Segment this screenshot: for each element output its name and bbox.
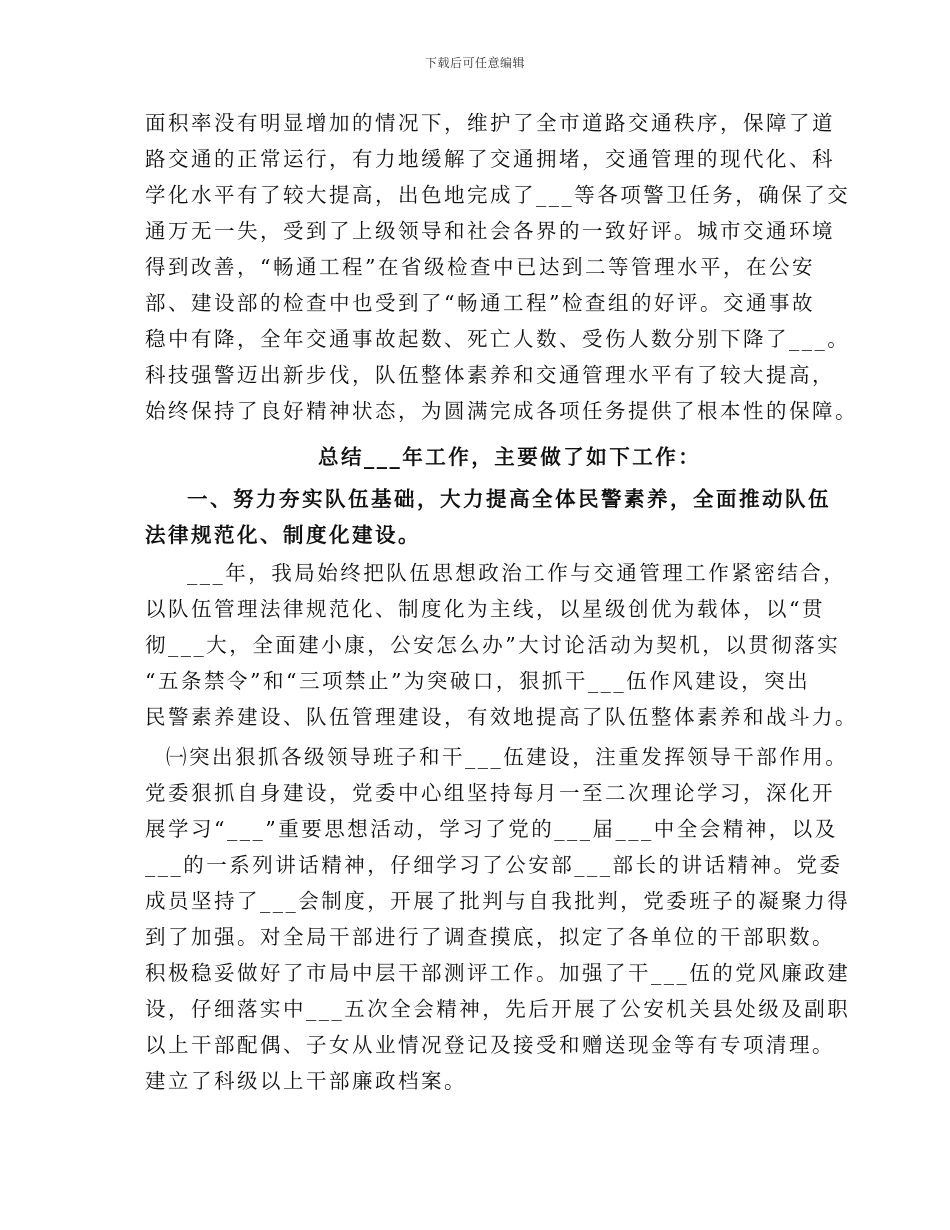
subsection-1-paragraph: ㈠突出狠抓各级领导班子和干___伍建设，注重发挥领导干部作用。 [166, 745, 849, 769]
section-summary-heading: 总结___年工作，主要做了如下工作： [318, 445, 702, 469]
text-line: 以上干部配偶、子女从业情况登记及接受和赠送现金等有专项清理。 [145, 1033, 835, 1057]
text-line: 面积率没有明显增加的情况下，维护了全市道路交通秩序，保障了道 [145, 111, 835, 135]
text-line: 学化水平有了较大提高，出色地完成了___等各项警卫任务，确保了交 [145, 183, 851, 207]
text-line: 通万无一失，受到了上级领导和社会各界的一致好评。城市交通环境 [145, 219, 835, 243]
page-header: 下载后可任意编辑 [424, 56, 525, 70]
text-line: 始终保持了良好精神状态，为圆满完成各项任务提供了根本性的保障。 [145, 399, 858, 423]
section-1-heading: 一、努力夯实队伍基础，大力提高全体民警素养，全面推动队伍 [187, 487, 831, 511]
text-line: 部、建设部的检查中也受到了“畅通工程”检查组的好评。交通事故 [145, 291, 815, 315]
text-line: ___年，我局始终把队伍思想政治工作与交通管理工作紧密结合， [187, 561, 847, 585]
text-line: 得到改善，“畅通工程”在省级检查中已达到二等管理水平，在公安 [145, 255, 815, 279]
text-line: 稳中有降，全年交通事故起数、死亡人数、受伤人数分别下降了___。 [145, 327, 851, 351]
text-line: 到了加强。对全局干部进行了调查摸底，拟定了各单位的干部职数。 [145, 925, 835, 949]
text-line: 路交通的正常运行，有力地缓解了交通拥堵，交通管理的现代化、科 [145, 147, 835, 171]
text-line: 设，仔细落实中___五次全会精神，先后开展了公安机关县处级及副职 [145, 997, 851, 1021]
text-line: “五条禁令”和“三项禁止”为突破口，狠抓干___伍作风建设，突出 [145, 669, 811, 693]
text-line: 党委狠抓自身建设，党委中心组坚持每月一至二次理论学习，深化开 [145, 781, 835, 805]
text-line: ___的一系列讲话精神，仔细学习了公安部___部长的讲话精神。党委 [145, 853, 843, 877]
text-line: 科技强警迈出新步伐，队伍整体素养和交通管理水平有了较大提高， [145, 363, 835, 387]
text-line: 积极稳妥做好了市局中层干部测评工作。加强了干___伍的党风廉政建 [145, 961, 851, 985]
text-line: 彻___大，全面建小康，公安怎么办”大讨论活动为契机，以贯彻落实 [145, 633, 841, 657]
text-line: 建立了科级以上干部廉政档案。 [145, 1069, 467, 1093]
text-line: 展学习“___”重要思想活动，学习了党的___届___中全会精神，以及 [145, 817, 838, 841]
text-line: 成员坚持了___会制度，开展了批判与自我批判，党委班子的凝聚力得 [145, 889, 851, 913]
section-1-heading-cont: 法律规范化、制度化建设。 [145, 523, 421, 547]
text-line: 以队伍管理法律规范化、制度化为主线，以星级创优为载体，以“贯 [145, 597, 825, 621]
text-line: 民警素养建设、队伍管理建设，有效地提高了队伍整体素养和战斗力。 [145, 705, 858, 729]
